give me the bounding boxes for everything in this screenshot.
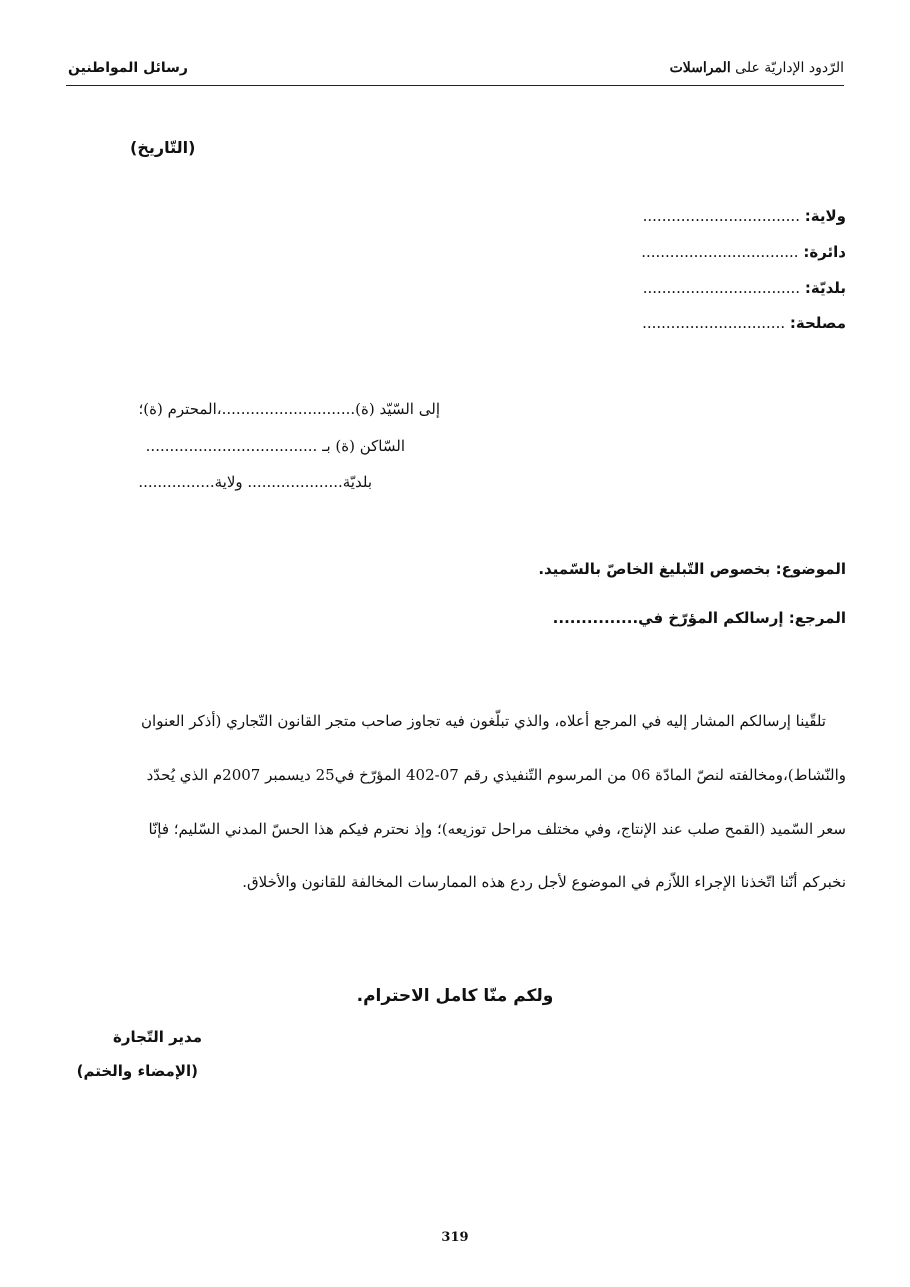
running-header-strong: المراسلات	[669, 60, 731, 76]
signature-note: (الإمضاء والختم)	[76, 1062, 198, 1080]
recipient-line-location: بلديّة.................... ولاية................	[138, 473, 372, 491]
admin-line-baladiya	[643, 279, 846, 297]
admin-dots: .................................	[642, 207, 800, 225]
admin-dots: .................................	[641, 243, 799, 261]
recipient-line-residence: السّاكن (ة) بـ ....................................	[145, 437, 405, 455]
admin-line-wilaya	[643, 207, 846, 225]
admin-line-daira	[641, 243, 846, 261]
admin-line-maslaha	[642, 314, 846, 332]
running-header-left: رسائل المواطنين	[68, 60, 188, 76]
admin-label: مصلحة:	[789, 314, 846, 332]
body-line: والنّشاط)،ومخالفته لنصّ المادّة 06 من المرسوم التّنفيذي رقم 07-402 المؤرّخ في25 ديسمبر 2007م الذي يُحدّد	[146, 766, 846, 784]
admin-label: بلديّة:	[804, 279, 846, 297]
admin-dots: ..............................	[642, 314, 786, 332]
reference-line: المرجع: إرسالكم المؤرّخ في...............	[552, 609, 846, 627]
closing-salutation: ولكم منّا كامل الاحترام.	[356, 986, 554, 1006]
page-number: 319	[441, 1230, 469, 1245]
admin-label: دائرة:	[803, 243, 846, 261]
running-header-prefix: الرّدود الإداريّة على	[730, 60, 844, 76]
running-header-right	[670, 60, 844, 76]
date-placeholder: (التّاريخ)	[130, 138, 196, 157]
subject-line: الموضوع: بخصوص التّبليغ الخاصّ بالسّميد.	[538, 560, 846, 578]
body-line: نخبركم أنّنا اتّخذنا الإجراء اللاّزم في الموضوع لأجل ردع هذه الممارسات المخالفة للقانون والأخلاق.	[242, 873, 846, 891]
body-line: سعر السّميد (القمح صلب عند الإنتاج، وفي مختلف مراحل توزيعه)؛ وإذ نحترم فيكم هذا الحسّ المدني السّليم؛ فإنّا	[148, 820, 846, 838]
header-rule	[66, 85, 844, 86]
body-line: تلقّينا إرسالكم المشار إليه في المرجع أعلاه، والذي تبلّغون فيه تجاوز صاحب متجر القانون التّجاري (أذكر العنوان	[141, 712, 826, 730]
admin-dots: .................................	[642, 279, 801, 297]
signature-title: مدير التّجارة	[113, 1028, 202, 1046]
admin-label: ولاية:	[804, 207, 846, 225]
recipient-line-name: إلى السّيّد (ة)............................،المحترم (ة)؛	[138, 400, 440, 418]
